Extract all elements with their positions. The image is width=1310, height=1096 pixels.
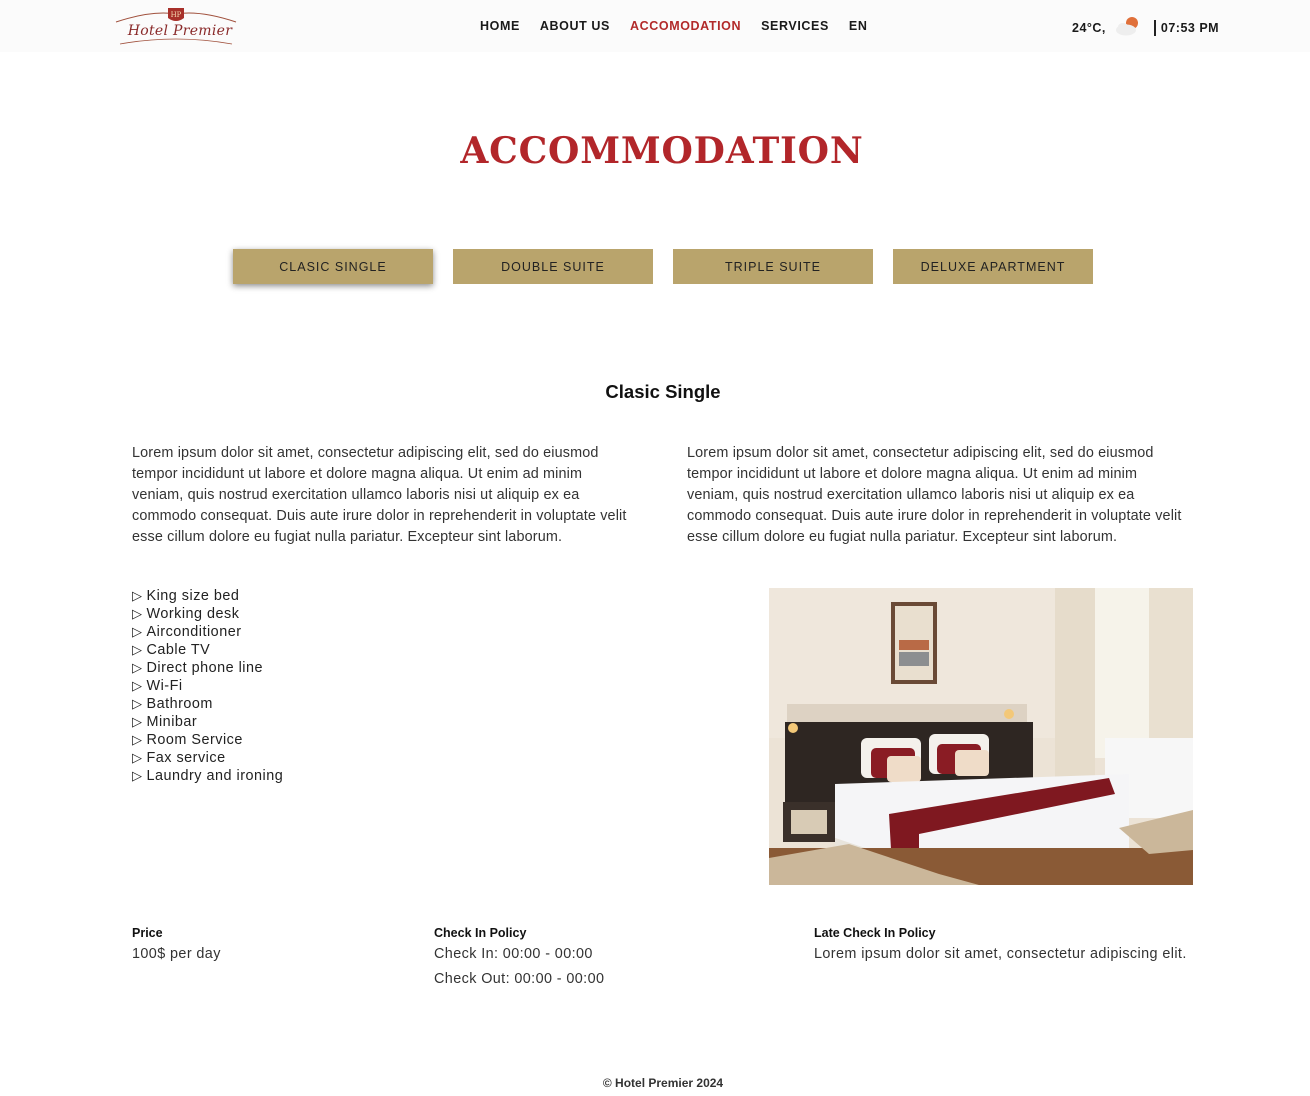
main-nav	[480, 19, 887, 33]
nav-services[interactable]: SERVICES	[761, 19, 829, 33]
triangle-bullet-icon: ▷	[132, 606, 143, 621]
room-title: Clasic Single	[605, 381, 721, 402]
divider	[1154, 20, 1156, 36]
amenity-item: ▷ Working desk	[132, 606, 240, 622]
footer-copyright: © Hotel Premier 2024	[602, 1076, 724, 1090]
triangle-bullet-icon: ▷	[132, 750, 143, 765]
temperature: 24°C,	[1072, 21, 1106, 35]
check-in-time: Check In: 00:00 - 00:00	[434, 946, 593, 962]
site-header	[0, 0, 1310, 52]
triangle-bullet-icon: ▷	[132, 714, 143, 729]
amenity-item: ▷ Laundry and ironing	[132, 768, 284, 784]
room-description-left: Lorem ipsum dolor sit amet, consectetur adipiscing elit, sed do eiusmod tempor incididunt ut labore et dolore magna aliqua. Ut enim ad minim veniam, quis nostrud exercitation ullamco laboris nisi ut aliquip ex ea commodo consequat. Duis aute irure dolor in reprehenderit in voluptate velit esse cillum dolore eu fugiat nulla pariatur. Excepteur sint laborum.	[132, 445, 627, 545]
triangle-bullet-icon: ▷	[132, 588, 143, 603]
price-value: 100$ per day	[132, 946, 221, 962]
amenities-list	[132, 587, 283, 785]
page-title: ACCOMMODATION	[460, 130, 864, 172]
triangle-bullet-icon: ▷	[132, 678, 143, 693]
amenity-item: ▷ Wi-Fi	[132, 678, 183, 694]
room-description-right: Lorem ipsum dolor sit amet, consectetur adipiscing elit, sed do eiusmod tempor incididunt ut labore et dolore magna aliqua. Ut enim ad minim veniam, quis nostrud exercitation ullamco laboris nisi ut aliquip ex ea commodo consequat. Duis aute irure dolor in reprehenderit in voluptate velit esse cillum dolore eu fugiat nulla pariatur. Excepteur sint laborum.	[687, 445, 1182, 545]
room-photo	[769, 588, 1193, 885]
hotel-logo[interactable]	[112, 4, 240, 48]
checkin-policy-label: Check In Policy	[434, 926, 527, 940]
triangle-bullet-icon: ▷	[132, 660, 143, 675]
tab-triple-suite[interactable]: TRIPLE SUITE	[673, 249, 873, 284]
logo-wordmark: Hotel Premier	[127, 23, 233, 39]
amenity-item: ▷ Fax service	[132, 750, 226, 766]
triangle-bullet-icon: ▷	[132, 624, 143, 639]
check-out-time: Check Out: 00:00 - 00:00	[434, 971, 605, 987]
svg-text:HP: HP	[170, 11, 182, 19]
nav-about-us[interactable]: ABOUT US	[539, 19, 610, 33]
weather-widget	[1072, 19, 1219, 37]
late-checkin-label: Late Check In Policy	[814, 926, 936, 940]
late-checkin-value: Lorem ipsum dolor sit amet, consectetur adipiscing elit.	[814, 946, 1187, 962]
current-time: 07:53 PM	[1160, 21, 1220, 35]
tab-double-suite[interactable]: DOUBLE SUITE	[453, 249, 653, 284]
tab-clasic-single[interactable]: CLASIC SINGLE	[233, 249, 433, 284]
triangle-bullet-icon: ▷	[132, 732, 143, 747]
amenity-item: ▷ Room Service	[132, 732, 243, 748]
amenity-item: ▷ Cable TV	[132, 642, 211, 658]
nav-home[interactable]: HOME	[480, 19, 520, 33]
nav-accomodation[interactable]: ACCOMODATION	[629, 19, 742, 33]
amenity-item: ▷ Direct phone line	[132, 660, 263, 676]
tab-deluxe-apartment[interactable]: DELUXE APARTMENT	[893, 249, 1093, 284]
amenity-item: ▷ Minibar	[132, 714, 198, 730]
triangle-bullet-icon: ▷	[132, 696, 143, 711]
amenity-item: ▷ Airconditioner	[132, 624, 242, 640]
language-selector[interactable]: EN	[848, 19, 868, 33]
price-label: Price	[132, 926, 163, 940]
triangle-bullet-icon: ▷	[132, 768, 143, 783]
amenity-item: ▷ Bathroom	[132, 696, 213, 712]
triangle-bullet-icon: ▷	[132, 642, 143, 657]
partly-cloudy-icon	[1114, 15, 1142, 37]
amenity-item: ▷ King size bed	[132, 588, 240, 604]
